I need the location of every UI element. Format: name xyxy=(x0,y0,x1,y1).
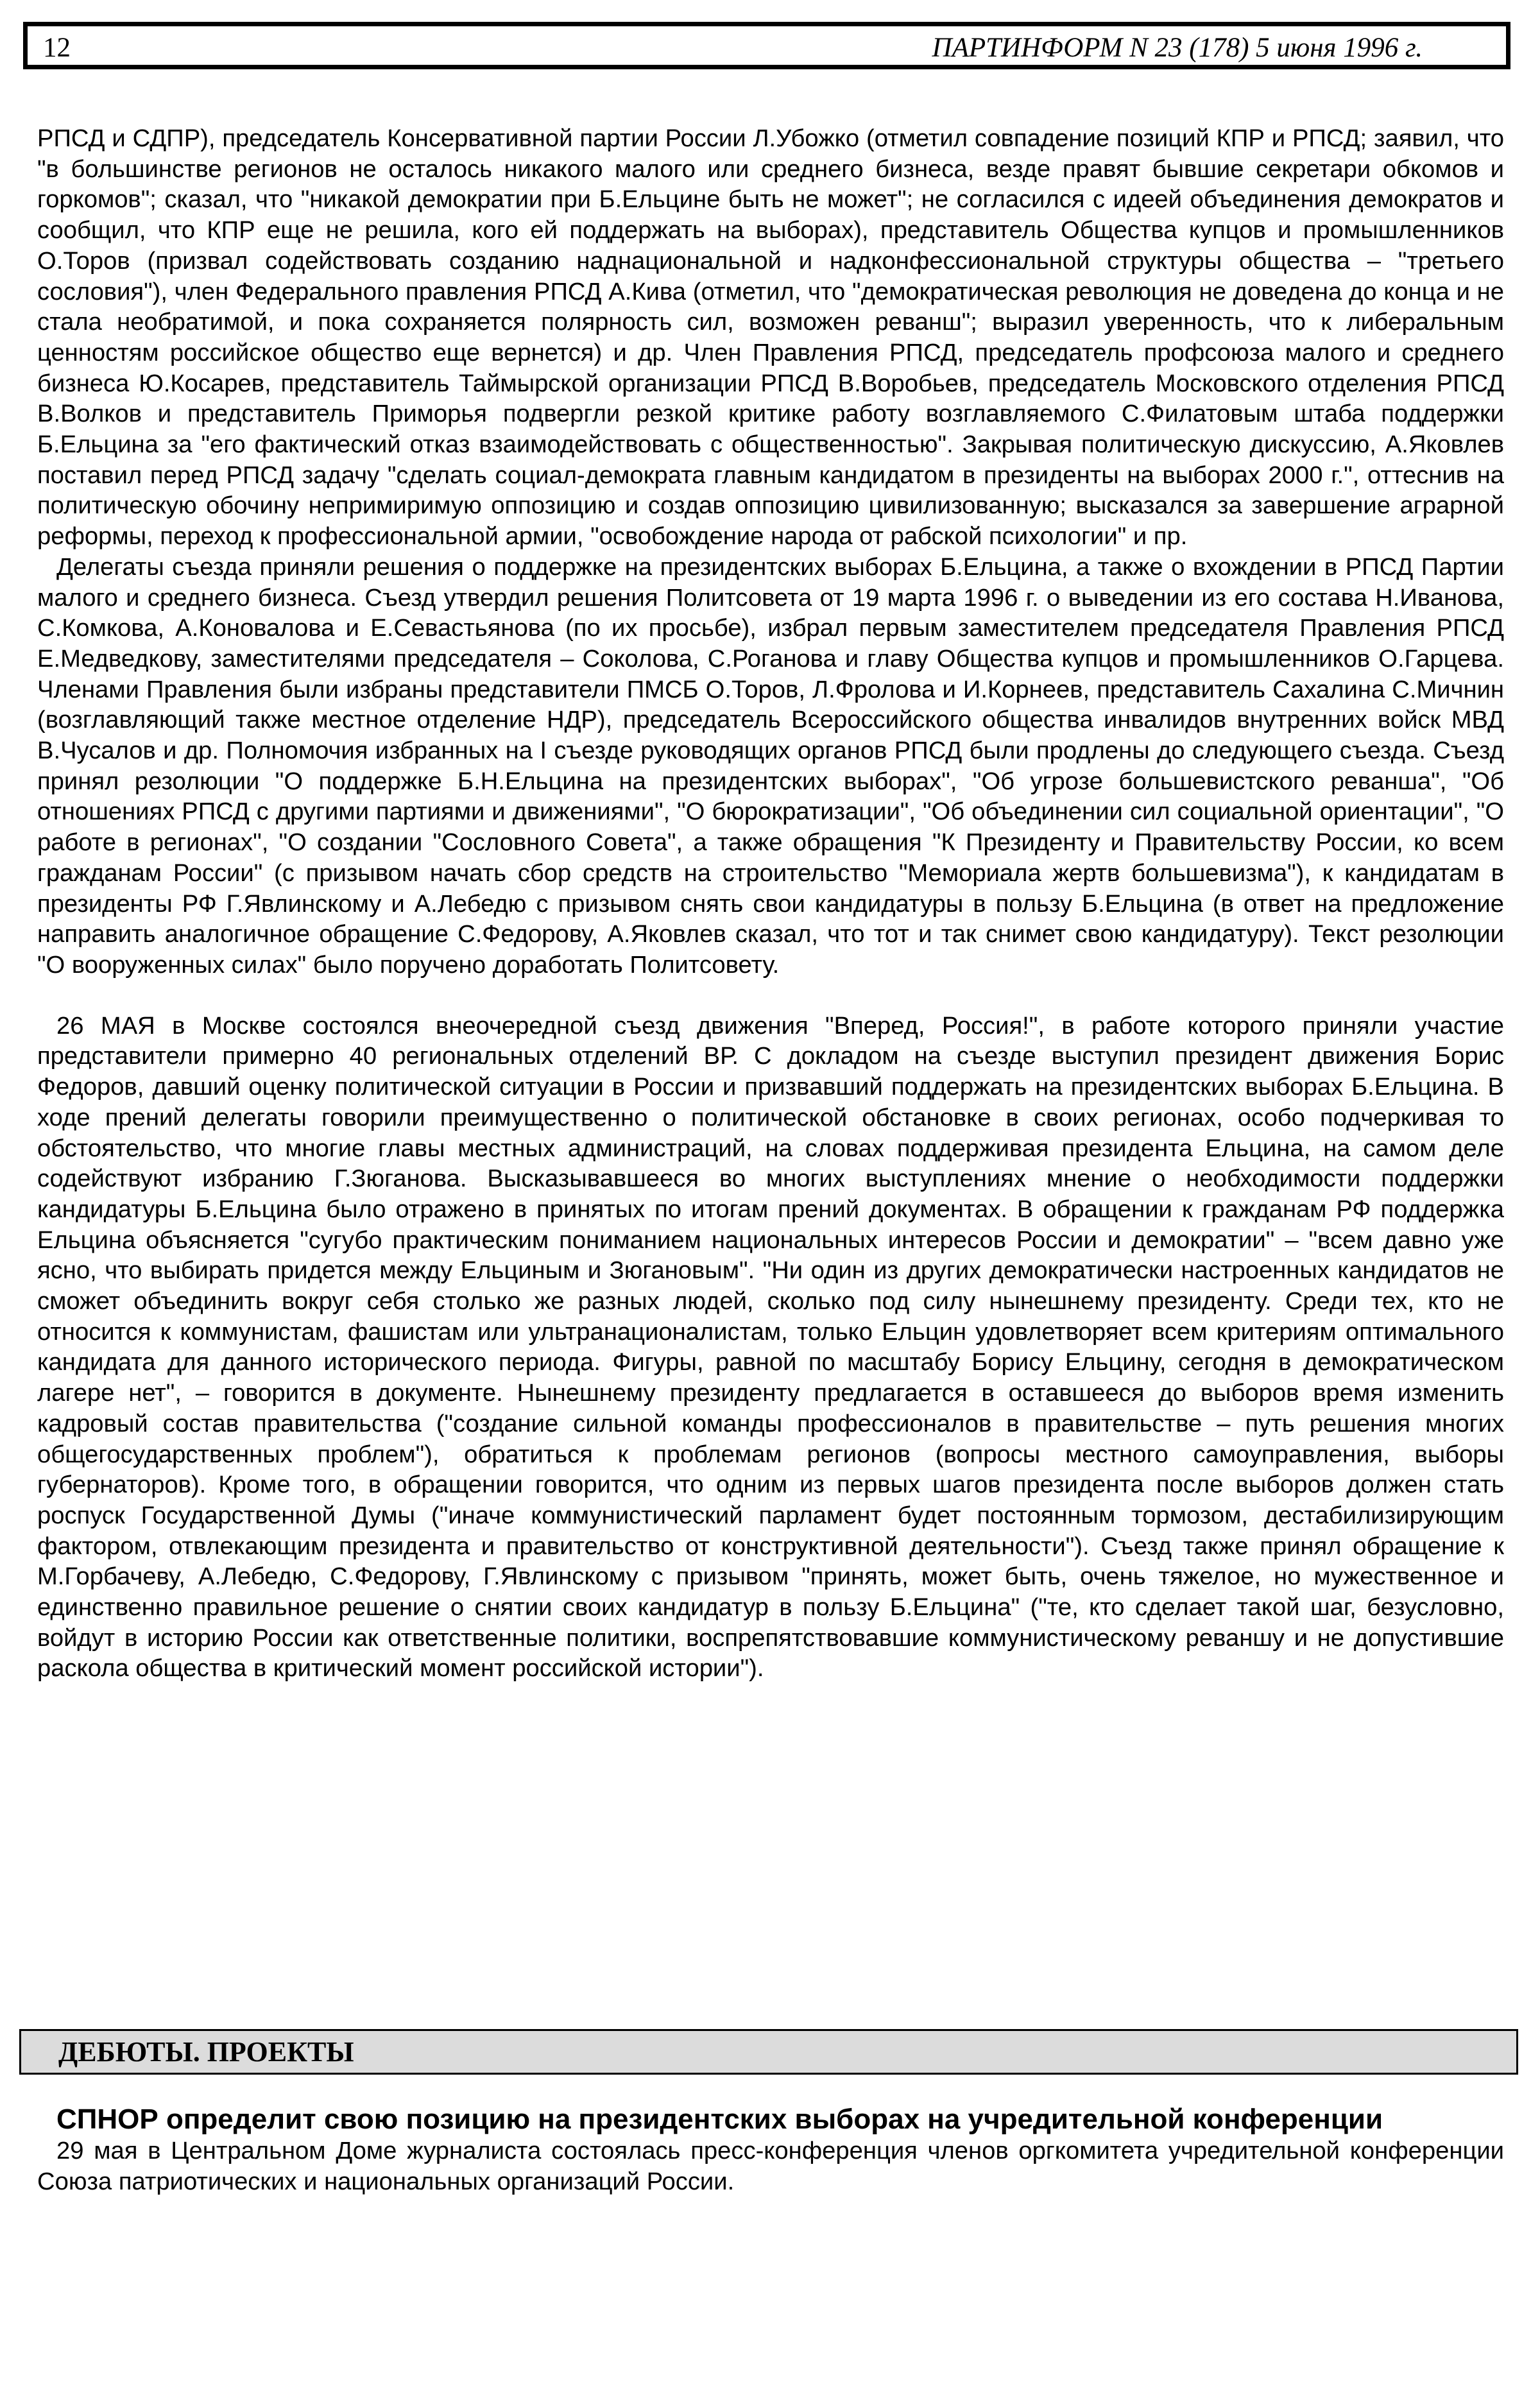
masthead-title: ПАРТИНФОРМ N 23 (178) 5 июня 1996 г. xyxy=(932,33,1423,63)
paragraph-continuation: РПСД и СДПР), председатель Консервативной партии России Л.Убожко (отметил совпадение позиций КПР и РПСД; заявил, что "в большинстве регионов не осталось никакого малого или среднего бизнеса, везде правят бывшие секретари обкомов и горкомов"; сказал, что "никакой демократии при Б.Ельцине быть не может"; не согласился с идеей объединения демократов и сообщил, что КПР еще не решила, кого ей поддержать на выборах), представитель Общества купцов и промышленников О.Торов (призвал содействовать созданию наднациональной и надконфессиональной структуры общества – "третьего сословия"), член Федерального правления РПСД А.Кива (отметил, что "демократическая революция не доведена до конца и не стала необратимой, и пока сохраняется полярность сил, возможен реванш"; выразил уверенность, что к либеральным ценностям российское общество еще вернется) и др. Член Правления РПСД, председатель профсоюза малого и среднего бизнеса Ю.Косарев, представитель Таймырской организации РПСД В.Воробьев, председатель Московского отделения РПСД В.Волков и представитель Приморья подвергли резкой критике работу возглавляемого С.Филатовым штаба поддержки Б.Ельцина за "его фактический отказ взаимодействовать с общественностью". Закрывая политическую дискуссию, А.Яковлев поставил перед РПСД задачу "сделать социал-демократа главным кандидатом в президенты на выборах 2000 г.", оттеснив на политическую обочину непримиримую оппозицию и создав оппозицию цивилизованную; высказался за завершение аграрной реформы, переход к профессиональной армии, "освобождение народа от рабской психологии" и пр. xyxy=(37,124,1504,551)
main-text xyxy=(37,123,1504,1684)
paragraph-congress-decisions: Делегаты съезда приняли решения о поддержке на президентских выборах Б.Ельцина, а также о вхождении в РПСД Партии малого и среднего бизнеса. Съезд утвердил решения Политсовета от 19 марта 1996 г. о выведении из его состава Н.Иванова, С.Комкова, А.Коновалова и Е.Севастьянова (по их просьбе), избрал первым заместителем председателя Правления РПСД Е.Медведкову, заместителями председателя – Соколова, С.Роганова и главу Общества купцов и промышленников О.Гарцева. Членами Правления были избраны представители ПМСБ О.Торов, Л.Фролова и И.Корнеев, представитель Сахалина С.Мичнин (возглавляющий также местное отделение НДР), председатель Всероссийского общества инвалидов внутренних войск МВД В.Чусалов и др. Полномочия избранных на I съезде руководящих органов РПСД были продлены до следующего съезда. Съезд принял резолюции "О поддержке Б.Н.Ельцина на президентских выборах", "Об угрозе большевистского реванша", "Об отношениях РПСД с другими партиями и движениями", "О бюрократизации", "Об объединении сил социальной ориентации", "О работе в регионах", "О создании "Сословного Совета", а также обращения "К Президенту и Правительству России, ко всем гражданам России" (с призывом начать сбор средств на строительство "Мемориала жертв большевизма"), к кандидатам в президенты РФ Г.Явлинскому и А.Лебедю с призывом снять свои кандидатуры в пользу Б.Ельцина (в ответ на предложение направить аналогичное обращение С.Федорову, А.Яковлев сказал, что тот и так снимет свою кандидатуру). Текст резолюции "О вооруженных силах" было поручено доработать Политсовету. xyxy=(37,553,1504,979)
paragraph-spacer xyxy=(37,981,1504,1011)
section-heading: ДЕБЮТЫ. ПРОЕКТЫ xyxy=(19,2029,1518,2075)
paragraph-forward-russia: 26 МАЯ в Москве состоялся внеочередной съезд движения "Вперед, Россия!", в работе которого приняли участие представители примерно 40 региональных отделений ВР. С докладом на съезде выступил президент движения Борис Федоров, давший оценку политической ситуации в России и призвавший поддержать на президентских выборах Б.Ельцина. В ходе прений делегаты говорили преимущественно о политической обстановке в своих регионах, особо подчеркивая то обстоятельство, что многие главы местных администраций, на словах поддерживая президента Ельцина, на самом деле содействуют избранию Г.Зюганова. Высказывавшееся во многих выступлениях мнение о необходимости поддержки кандидатуры Б.Ельцина было отражено в принятых по итогам прений документах. В обращении к гражданам РФ поддержка Ельцина объясняется "сугубо практическим пониманием национальных интересов России и демократии" – "всем давно уже ясно, что выбирать придется между Ельциным и Зюгановым". "Ни один из других демократически настроенных кандидатов не сможет объединить вокруг себя столько же разных людей, сколько под силу нынешнему президенту. Среди тех, кто не относится к коммунистам, фашистам или ультранационалистам, только Ельцин удовлетворяет всем критериям оптимального кандидата для данного исторического периода. Фигуры, равной по масштабу Борису Ельцину, сегодня в демократическом лагере нет", – говорится в документе. Нынешнему президенту предлагается в оставшееся до выборов время изменить кадровый состав правительства ("создание сильной команды профессионалов в правительстве – путь решения многих общегосударственных проблем"), обратиться к проблемам регионов (вопросы местного самоуправления, выборы губернаторов). Кроме того, в обращении говорится, что одним из первых шагов президента после выборов должен стать роспуск Государственной Думы ("иначе коммунистический парламент будет постоянным тормозом, дестабилизирующим фактором, отвлекающим президента и правительство от конструктивной деятельности"). Съезд также принял обращение к М.Горбачеву, А.Лебедю, С.Федорову, Г.Явлинскому с призывом "принять, может быть, очень тяжелое, но мужественное и единственно правильное решение о снятии своих кандидатур в пользу Б.Ельцина" ("те, кто сделает такой шаг, безусловно, войдут в историю России как ответственные политики, воспрепятствовавшие коммунистическому реваншу и не допустившие раскола общества в критический момент российской истории"). xyxy=(37,1011,1504,1683)
article-paragraph: 29 мая в Центральном Доме журналиста состоялась пресс-конференция членов оргкомитета учредительной конференции Союза патриотических и национальных организаций России. xyxy=(37,2137,1504,2195)
page-number: 12 xyxy=(43,33,71,63)
article-title: СПНОР определит свою позицию на президентских выборах на учредительной конференции xyxy=(56,2104,1383,2135)
article-body xyxy=(37,2136,1504,2197)
page-header xyxy=(23,22,1510,69)
